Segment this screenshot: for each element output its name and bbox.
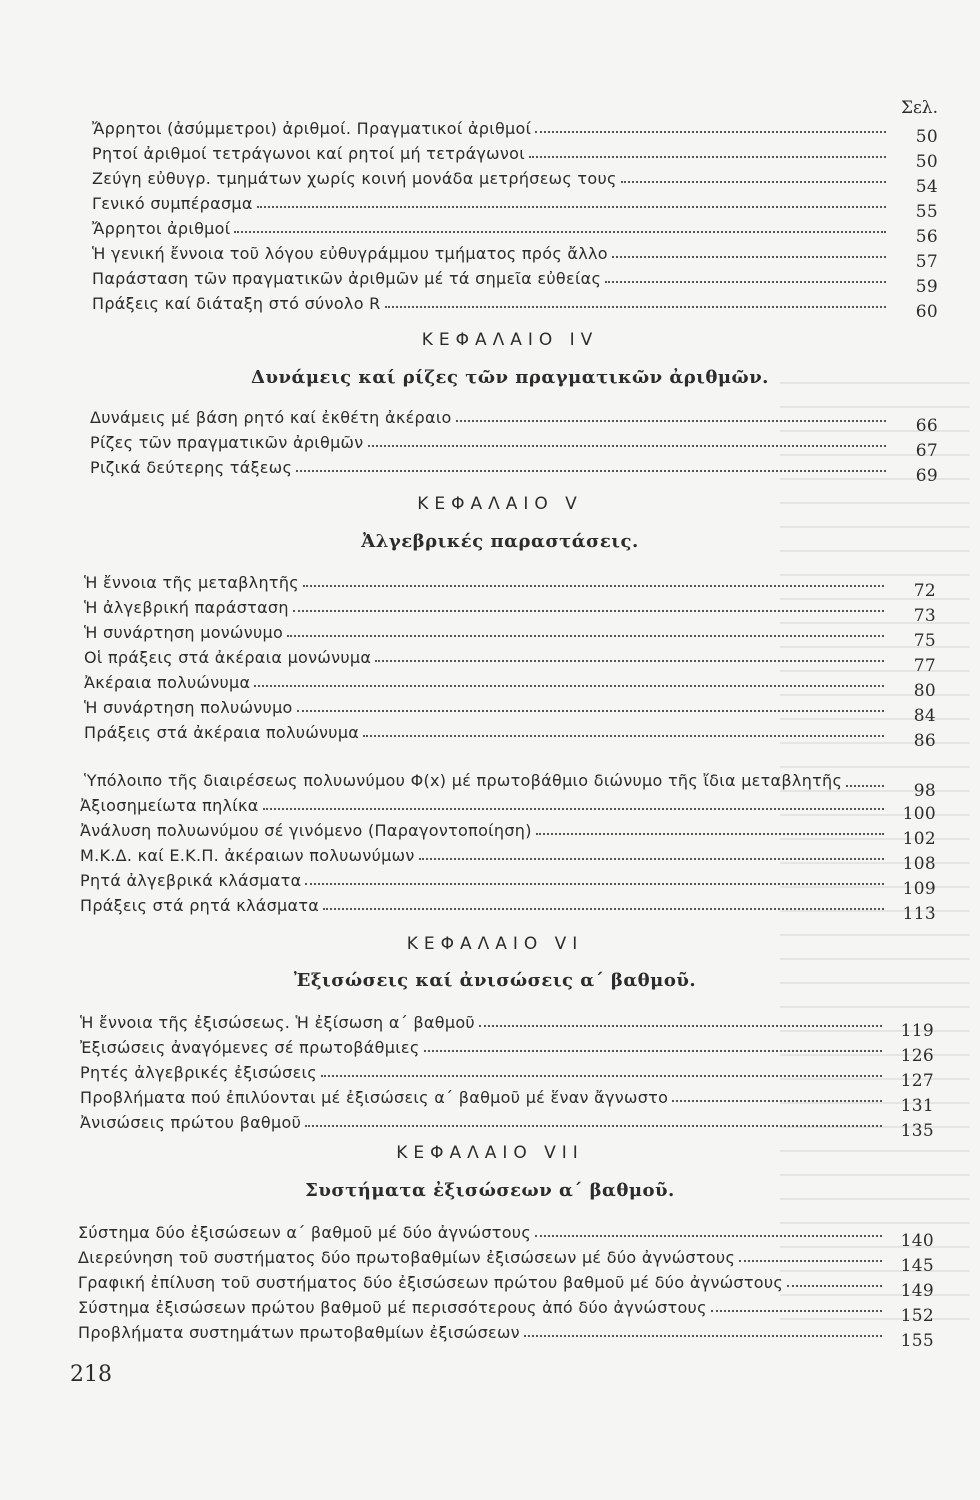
toc-entry xyxy=(92,112,938,147)
entry-page: 57 xyxy=(915,252,938,272)
leader-dots xyxy=(297,710,884,712)
leader-dots xyxy=(605,281,886,283)
entry-page: 54 xyxy=(915,177,938,197)
entry-page: 84 xyxy=(913,706,936,726)
toc-entry xyxy=(90,451,938,486)
entry-title: Γραφική ἐπίλυση τοῦ συστήματος δύο ἐξισώσεων πρώτου βαθμοῦ μέ δύο ἀγνώστους xyxy=(78,1273,784,1292)
chapter-heading: ΚΕΦΑΛΑΙΟ IV xyxy=(421,330,599,350)
entry-page: 60 xyxy=(915,302,938,322)
toc-entry xyxy=(84,616,936,651)
entry-title: Ἡ γενική ἔννοια τοῦ λόγου εὐθυγράμμου τμήματος πρός ἄλλο xyxy=(92,244,608,263)
leader-dots xyxy=(303,585,884,587)
toc-entry xyxy=(80,839,936,874)
entry-title: Σύστημα δύο ἐξισώσεων α΄ βαθμοῦ μέ δύο ἀγνώστους xyxy=(78,1223,532,1242)
chapter-heading: ΚΕΦΑΛΑΙΟ VII xyxy=(396,1143,584,1163)
entry-page: 152 xyxy=(900,1306,934,1326)
toc-entry xyxy=(92,237,938,272)
entry-page: 100 xyxy=(902,804,936,824)
entry-page: 50 xyxy=(915,152,938,172)
entry-title: Παράσταση τῶν πραγματικῶν ἀριθμῶν μέ τά σημεῖα εὐθείας xyxy=(92,269,602,288)
entry-title: Ρίζες τῶν πραγματικῶν ἀριθμῶν xyxy=(90,433,364,452)
entry-title: Πράξεις στά ρητά κλάσματα xyxy=(80,896,320,915)
leader-dots xyxy=(385,306,886,308)
entry-title: Ρητές ἀλγεβρικές ἐξισώσεις xyxy=(80,1063,317,1082)
entry-page: 149 xyxy=(900,1281,934,1301)
entry-page: 126 xyxy=(900,1046,934,1066)
toc-entry xyxy=(80,789,936,824)
toc-entry xyxy=(78,1291,934,1326)
leader-dots xyxy=(305,883,884,885)
entry-page: 140 xyxy=(900,1231,934,1251)
entry-page: 109 xyxy=(902,879,936,899)
chapter-subtitle: Ἐξισώσεις καί ἀνισώσεις α΄ βαθμοῦ. xyxy=(293,970,697,991)
leader-dots xyxy=(612,256,886,258)
toc-entry xyxy=(92,162,938,197)
entry-title: Ἡ ἔννοια τῆς μεταβλητῆς xyxy=(84,573,299,592)
leader-dots xyxy=(787,1285,882,1287)
toc-entry xyxy=(78,1316,934,1351)
leader-dots xyxy=(424,1050,882,1052)
entry-page: 113 xyxy=(902,904,936,924)
toc-entry xyxy=(84,744,936,801)
entry-page: 66 xyxy=(915,416,938,436)
leader-dots xyxy=(536,833,884,835)
leader-dots xyxy=(456,420,886,422)
entry-page: 77 xyxy=(913,656,936,676)
entry-title: Ἡ ἔννοια τῆς ἐξισώσεως. Ἡ ἐξίσωση α΄ βαθμοῦ xyxy=(80,1013,475,1032)
toc-entry xyxy=(80,1031,934,1066)
entry-title: Προβλήματα πού ἐπιλύονται μέ ἐξισώσεις α΄ βαθμοῦ μέ ἕναν ἄγνωστο xyxy=(80,1088,669,1107)
toc-entry xyxy=(80,814,936,849)
entry-title: Ἐξισώσεις ἀναγόμενες σέ πρωτοβάθμιες xyxy=(80,1038,420,1057)
entry-page: 131 xyxy=(900,1096,934,1116)
toc-entry xyxy=(84,641,936,676)
entry-page: 50 xyxy=(915,127,938,147)
leader-dots xyxy=(293,610,884,612)
chapter-heading: ΚΕΦΑΛΑΙΟ VI xyxy=(406,934,584,954)
entry-title: Δυνάμεις μέ βάση ρητό καί ἐκθέτη ἀκέραιο xyxy=(90,408,452,427)
entry-title: Μ.Κ.Δ. καί Ε.Κ.Π. ἀκέραιων πολυωνύμων xyxy=(80,846,415,865)
entry-page: 73 xyxy=(913,606,936,626)
entry-title: Ἡ συνάρτηση πολυώνυμο xyxy=(84,698,293,717)
toc-entry xyxy=(84,691,936,726)
entry-title: Ζεύγη εὐθυγρ. τμημάτων χωρίς κοινή μονάδα μετρήσεως τους xyxy=(92,169,617,188)
leader-dots xyxy=(672,1100,882,1102)
entry-page: 69 xyxy=(915,466,938,486)
leader-dots xyxy=(535,1235,882,1237)
entry-title: Ἀνισώσεις πρώτου βαθμοῦ xyxy=(80,1113,302,1132)
leader-dots xyxy=(257,206,886,208)
toc-entry xyxy=(80,889,936,924)
toc-entry xyxy=(92,212,938,247)
entry-page: 119 xyxy=(900,1021,934,1041)
entry-title: Προβλήματα συστημάτων πρωτοβαθμίων ἐξισώσεων xyxy=(78,1323,520,1342)
entry-page: 56 xyxy=(915,227,938,247)
leader-dots xyxy=(479,1025,882,1027)
leader-dots xyxy=(363,735,884,737)
entry-title: Γενικό συμπέρασμα xyxy=(92,194,253,213)
page-column-header: Σελ. xyxy=(900,98,938,118)
entry-page: 127 xyxy=(900,1071,934,1091)
entry-title: Ἄρρητοι (ἀσύμμετροι) ἀριθμοί. Πραγματικοί ἀριθμοί xyxy=(92,119,532,138)
entry-title: Ριζικά δεύτερης τάξεως xyxy=(90,458,293,477)
toc-entry xyxy=(80,1006,934,1041)
entry-title: Ἀνάλυση πολυωνύμου σέ γινόμενο (Παραγοντοποίηση) xyxy=(80,821,532,840)
entry-title: Ἄρρητοι ἀριθμοί xyxy=(92,219,231,238)
leader-dots xyxy=(368,445,887,447)
entry-title: Οἱ πράξεις στά ἀκέραια μονώνυμα xyxy=(84,648,372,667)
toc-entry xyxy=(78,1266,934,1301)
leader-dots xyxy=(739,1260,882,1262)
toc-entry xyxy=(84,566,936,601)
leader-dots xyxy=(296,470,886,472)
leader-dots xyxy=(287,635,884,637)
toc-entry xyxy=(90,401,938,436)
toc-entry xyxy=(80,1106,934,1141)
toc-entry xyxy=(80,864,936,899)
page-number: 218 xyxy=(70,1362,112,1387)
entry-page: 67 xyxy=(915,441,938,461)
toc-entry xyxy=(84,716,936,751)
leader-dots xyxy=(234,231,886,233)
leader-dots xyxy=(711,1310,882,1312)
toc-entry xyxy=(90,426,938,461)
leader-dots xyxy=(846,785,884,787)
leader-dots xyxy=(419,858,884,860)
entry-title: Ἡ ἀλγεβρική παράσταση xyxy=(84,598,289,617)
entry-page: 86 xyxy=(913,731,936,751)
entry-title: Πράξεις στά ἀκέραια πολυώνυμα xyxy=(84,723,360,742)
chapter-heading: ΚΕΦΑΛΑΙΟ V xyxy=(417,494,583,514)
entry-page: 98 xyxy=(913,781,936,801)
leader-dots xyxy=(375,660,884,662)
entry-page: 72 xyxy=(913,581,936,601)
leader-dots xyxy=(323,908,884,910)
toc-entry xyxy=(92,287,938,322)
entry-title: Διερεύνηση τοῦ συστήματος δύο πρωτοβαθμίων ἐξισώσεων μέ δύο ἀγνώστους xyxy=(78,1248,736,1267)
entry-page: 155 xyxy=(900,1331,934,1351)
leader-dots xyxy=(305,1125,882,1127)
toc-entry xyxy=(78,1216,934,1251)
entry-page: 135 xyxy=(900,1121,934,1141)
leader-dots xyxy=(535,131,886,133)
chapter-subtitle: Δυνάμεις καί ρίζες τῶν πραγματικῶν ἀριθμῶν. xyxy=(251,367,769,388)
entry-title: Ἀξιοσημείωτα πηλίκα xyxy=(80,796,259,815)
entry-page: 145 xyxy=(900,1256,934,1276)
toc-entry xyxy=(78,1241,934,1276)
leader-dots xyxy=(529,156,886,158)
chapter-subtitle: Συστήματα ἐξισώσεων α΄ βαθμοῦ. xyxy=(305,1180,675,1201)
toc-entry xyxy=(80,1056,934,1091)
entry-title: Ἡ συνάρτηση μονώνυμο xyxy=(84,623,284,642)
entry-page: 55 xyxy=(915,202,938,222)
entry-title: Ρητοί ἀριθμοί τετράγωνοι καί ρητοί μή τετράγωνοι xyxy=(92,144,525,163)
entry-title: Ὑπόλοιπο τῆς διαιρέσεως πολυωνύμου Φ(x) μέ πρωτοβάθμιο διώνυμο τῆς ἴδια μεταβλητῆς xyxy=(84,771,843,790)
entry-title: Ἀκέραια πολυώνυμα xyxy=(84,673,251,692)
leader-dots xyxy=(321,1075,882,1077)
toc-entry xyxy=(80,1081,934,1116)
entry-title: Πράξεις καί διάταξη στό σύνολο R xyxy=(92,294,381,313)
leader-dots xyxy=(254,685,884,687)
entry-title: Σύστημα ἐξισώσεων πρώτου βαθμοῦ μέ περισσότερους ἀπό δύο ἀγνώστους xyxy=(78,1298,707,1317)
toc-entry xyxy=(84,666,936,701)
leader-dots xyxy=(621,181,886,183)
leader-dots xyxy=(263,808,884,810)
toc-entry xyxy=(92,137,938,172)
leader-dots xyxy=(524,1335,882,1337)
entry-title: Ρητά ἀλγεβρικά κλάσματα xyxy=(80,871,302,890)
entry-page: 108 xyxy=(902,854,936,874)
entry-page: 59 xyxy=(915,277,938,297)
chapter-subtitle: Ἀλγεβρικές παραστάσεις. xyxy=(361,531,639,552)
toc-entry xyxy=(92,262,938,297)
entry-page: 75 xyxy=(913,631,936,651)
toc-entry xyxy=(92,187,938,222)
toc-entry xyxy=(84,591,936,626)
entry-page: 102 xyxy=(902,829,936,849)
entry-page: 80 xyxy=(913,681,936,701)
